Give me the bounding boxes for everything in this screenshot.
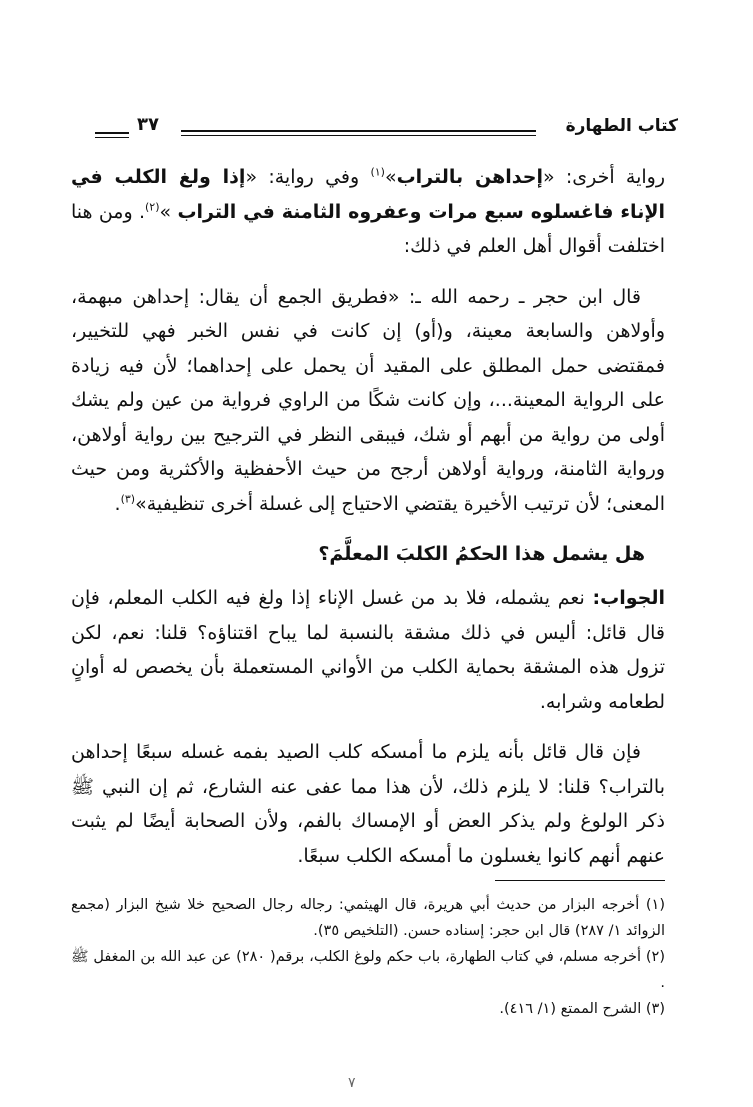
paragraph [71,280,665,522]
text-run: » [384,166,397,188]
main-text [71,160,665,873]
section-question-heading: هل يشمل هذا الحكمُ الكلبَ المعلَّمَ؟ [318,543,645,565]
footnotes [71,892,665,1022]
footnote: (٣) الشرح الممتع (١/ ٤١٦). [499,1001,665,1017]
footnote: (١) أخرجه البزار من حديث أبي هريرة، قال الهيثمي: رجاله رجال الصحيح خلا شيخ البزار (مجمع الزوائد ١/ ٢٨٧) قال ابن حجر: إسناده حسن. (التلخيص ٣٥). [71,897,665,939]
header-rule-left [95,132,129,134]
paragraph [71,581,665,719]
footnote: (٢) أخرجه مسلم، في كتاب الطهارة، باب حكم ولوغ الكلب، برقم( ٢٨٠) عن عبد الله بن المغفل ﷺ . [71,949,665,991]
footnote-ref: (٣) [120,492,136,506]
running-header [95,116,678,146]
header-rule-thin [181,135,536,136]
footnote-ref: (٢) [145,200,160,214]
text-run: وفي رواية: « [245,166,371,188]
text-run: فإن قال قائل بأنه يلزم ما أمسكه كلب الصيد بفمه غسله سبعًا إحداهن بالتراب؟ قلنا: لا يلزم ذلك، لأن هذا مما عفى عنه الشارع، ثم إن النبي ﷺ ذكر الولوغ ولم يذكر العض أو الإمساك بالفم، ولأن الصحابة أيضًا لم يثبت عنهم أنهم كانوا يغسلون ما أمسكه الكلب سبعًا. [71,741,665,867]
text-run: رواية أخرى: « [542,166,665,188]
header-rule [181,130,536,132]
paragraph-group-1 [71,160,665,521]
footnote-ref: (١) [370,165,385,179]
scan-mark: ٧ [348,1075,356,1091]
text-run: نعم يشمله، فلا بد من غسل الإناء إذا ولغ فيه الكلب المعلم، فإن قال قائل: أليس في ذلك مشقة بالنسبة لما يباح اقتناؤه؟ قلنا: نعم، لكن تزول هذه المشقة بحماية الكلب من الأواني المستعملة بأن يخصص له أوانٍ لطعامه وشرابه. [71,587,665,713]
page-number: ٣٧ [137,114,159,135]
bold-text: إذا ولغ الكلب في الإناء فاغسلوه سبع مرات وعفروه الثامنة في التراب [71,166,665,223]
book-title: كتاب الطهارة [565,116,678,136]
paragraph [71,735,665,873]
text-run: . ومن هنا اختلفت أقوال أهل العلم في ذلك: [71,200,665,257]
text-run: . [114,492,121,515]
text-run: » [159,200,178,223]
bold-text: الجواب: [592,587,665,609]
header-rule-left-thin [95,137,129,138]
text-run: قال ابن حجر ـ رحمه الله ـ: «فطريق الجمع أن يقال: إحداهن مبهمة، وأولاهن والسابعة معينة، و(أو) إن كانت في نفس الخبر فهي للتخيير، فمقتضى حمل المطلق على المقيد أن يحمل على إحداهما؛ لأن فيه زيادة على الرواية المعينة...، وإن كانت شكًا من الراوي فرواية من عين ولم يشك أولى من رواية من أبهم أو شك، فيبقى النظر في الترجيح بين رواية أولاهن، ورواية الثامنة، ورواية أولاهن أرجح من حيث الأحفظية والأكثرية ومن حيث المعنى؛ لأن ترتيب الأخيرة يقتضي الاحتياج إلى غسلة أخرى تنظيفية» [71,285,665,515]
bold-text: إحداهن بالتراب [396,166,543,188]
paragraph-group-2 [71,581,665,873]
footnote-separator [495,880,665,881]
paragraph [71,160,665,264]
